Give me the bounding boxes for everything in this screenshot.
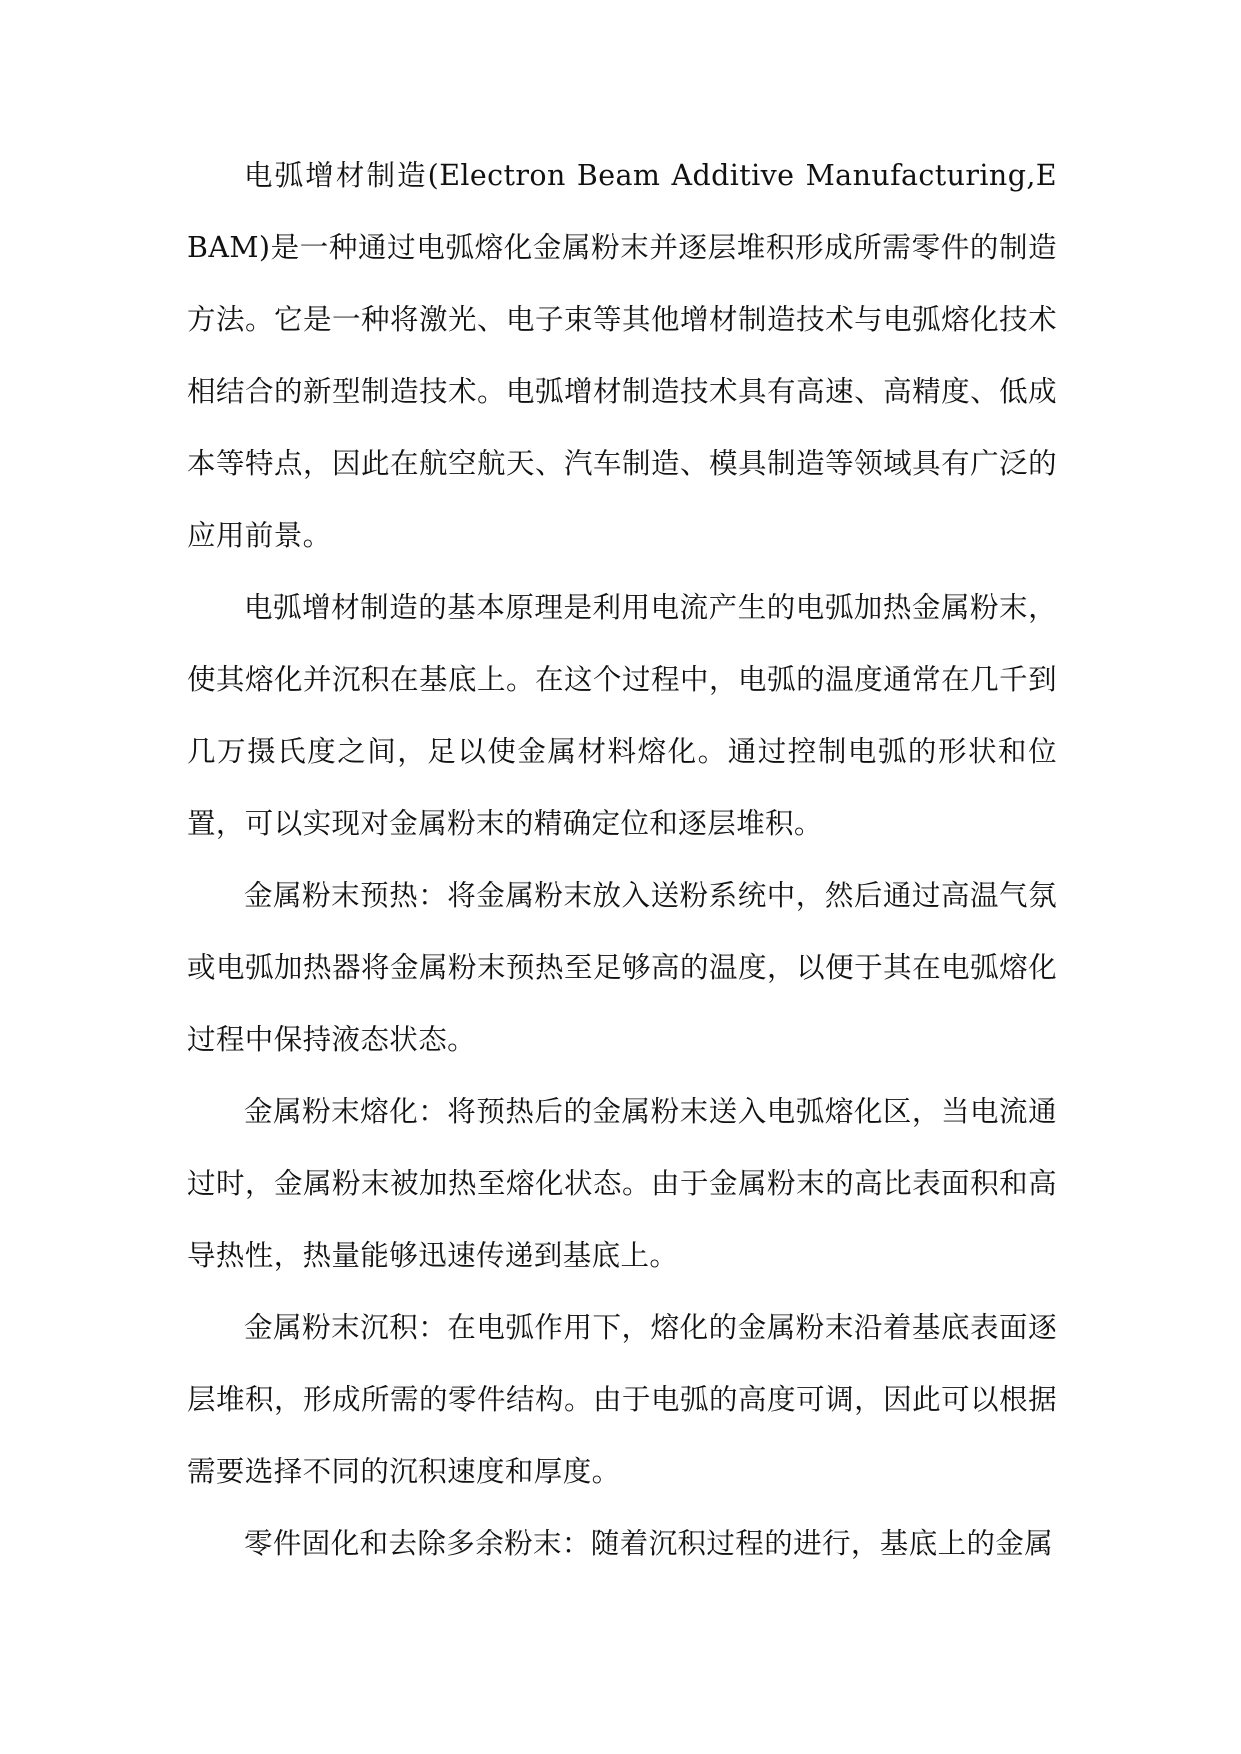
paragraph-powder-deposition: 金属粉末沉积：在电弧作用下，熔化的金属粉末沿着基底表面逐层堆积，形成所需的零件结构。由于电弧的高度可调，因此可以根据需要选择不同的沉积速度和厚度。 — [187, 1311, 1057, 1488]
paragraph-powder-melting: 金属粉末熔化：将预热后的金属粉末送入电弧熔化区，当电流通过时，金属粉末被加热至熔化状态。由于金属粉末的高比表面积和高导热性，热量能够迅速传递到基底上。 — [187, 1095, 1057, 1272]
paragraph-ebam-intro: 电弧增材制造(Electron Beam Additive Manufacturing,EBAM)是一种通过电弧熔化金属粉末并逐层堆积形成所需零件的制造方法。它是一种将激光、电子束等其他增材制造技术与电弧熔化技术相结合的新型制造技术。电弧增材制造技术具有高速、高精度、低成本等特点，因此在航空航天、汽车制造、模具制造等领域具有广泛的应用前景。 — [187, 159, 1057, 552]
paragraph-solidification: 零件固化和去除多余粉末：随着沉积过程的进行，基底上的金属 — [244, 1527, 1054, 1560]
document-body — [187, 140, 1057, 1580]
paragraph-basic-principle: 电弧增材制造的基本原理是利用电流产生的电弧加热金属粉末，使其熔化并沉积在基底上。在这个过程中，电弧的温度通常在几千到几万摄氏度之间，足以使金属材料熔化。通过控制电弧的形状和位置，可以实现对金属粉末的精确定位和逐层堆积。 — [187, 591, 1057, 840]
paragraph-powder-preheating: 金属粉末预热：将金属粉末放入送粉系统中，然后通过高温气氛或电弧加热器将金属粉末预热至足够高的温度，以便于其在电弧熔化过程中保持液态状态。 — [187, 879, 1057, 1056]
